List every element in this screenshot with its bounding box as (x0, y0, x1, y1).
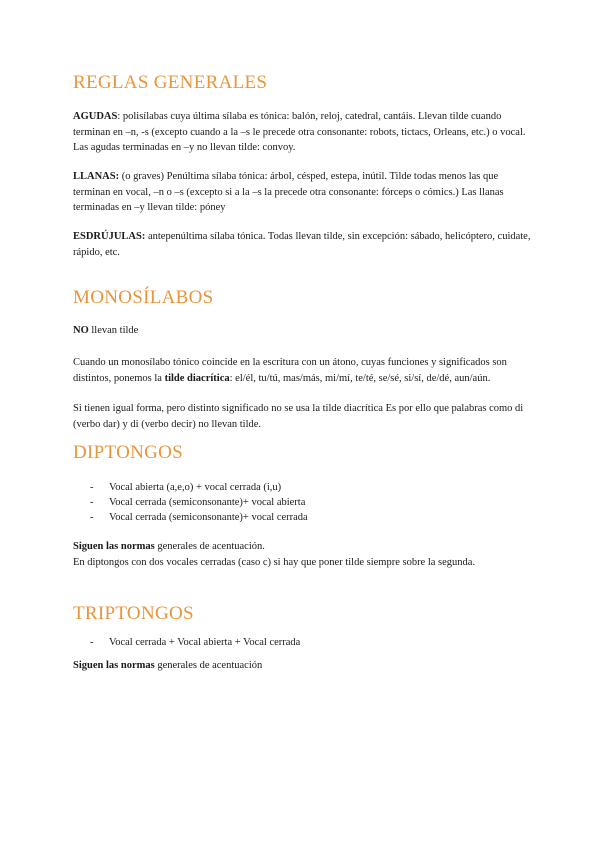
text-normas: generales de acentuación (154, 660, 263, 671)
bullet-dash: - (90, 497, 94, 508)
paragraph-no-llevan-tilde (73, 323, 535, 339)
list-item-text: Vocal abierta (a,e,o) + vocal cerrada (i,u) (109, 482, 282, 493)
paragraph-diptongos-extra: En diptongos con dos vocales cerradas (caso c) si hay que poner tilde siempre sobre la segunda. (73, 557, 476, 568)
term-esdrujulas: ESDRÚJULAS: (73, 231, 146, 242)
heading-reglas-generales: REGLAS GENERALES (73, 72, 268, 93)
bullet-dash: - (90, 482, 94, 493)
text-tilde-a: Cuando un monosílabo tónico coincide en la escritura con un átono, cuyas funciones y significados son distintos, ponemos la (73, 357, 507, 384)
term-llanas: LLANAS: (73, 171, 120, 182)
paragraph-tilde-diacritica (73, 355, 535, 386)
list-item (90, 495, 305, 510)
list-item-text: Vocal cerrada + Vocal abierta + Vocal cerrada (109, 637, 301, 648)
text-no-llevan: llevan tilde (88, 325, 139, 336)
paragraph-diptongos-normas (73, 539, 535, 555)
text-tilde-b: : el/él, tu/tú, mas/más, mi/mí, te/té, se/sé, si/sí, de/dé, aun/aún. (229, 372, 491, 384)
heading-triptongos: TRIPTONGOS (73, 603, 194, 624)
list-item (90, 635, 300, 650)
list-item (90, 480, 281, 495)
term-siguen-normas: Siguen las normas (73, 541, 155, 552)
term-tilde-diacritica: tilde diacrítica (164, 372, 230, 384)
heading-monosilabos: MONOSÍLABOS (73, 287, 214, 308)
term-no: NO (73, 325, 89, 336)
paragraph-agudas (73, 109, 535, 156)
bullet-dash: - (90, 512, 94, 523)
list-item (90, 510, 308, 525)
text-llanas: (o graves) Penúltima sílaba tónica: árbol, césped, estepa, inútil. Tilde todas menos las que terminan en vocal, –n o –s (excepto si a la –s la precede otra consonante: fórceps o cómics.) Las llanas terminadas en –y llevan tilde: póney (73, 171, 504, 213)
term-agudas: AGUDAS (73, 111, 118, 122)
text-normas: generales de acentuación. (154, 541, 265, 552)
term-siguen-normas: Siguen las normas (73, 660, 155, 671)
list-item-text: Vocal cerrada (semiconsonante)+ vocal abierta (109, 497, 306, 508)
text-esdrujulas: antepenúltima sílaba tónica. Todas llevan tilde, sin excepción: sábado, helicóptero, cuidate, rápido, etc. (73, 231, 531, 258)
bullet-dash: - (90, 637, 94, 648)
paragraph-esdrujulas (73, 229, 535, 260)
text-agudas: : polisílabas cuya última sílaba es tónica: balón, reloj, catedral, cantáis. Llevan tilde cuando terminan en –n, -s (excepto cuando a la –s le precede otra consonante: robots, tictacs, Orleans, etc.) o vocal. Las agudas terminadas en –y no llevan tilde: convoy. (73, 111, 526, 153)
list-item-text: Vocal cerrada (semiconsonante)+ vocal cerrada (109, 512, 308, 523)
paragraph-llanas (73, 169, 535, 216)
paragraph-triptongos-normas (73, 658, 535, 674)
heading-diptongos: DIPTONGOS (73, 442, 184, 463)
paragraph-igual-forma: Si tienen igual forma, pero distinto significado no se usa la tilde diacrítica Es por ello que palabras como di (verbo dar) y di (verbo decir) no llevan tilde. (73, 403, 524, 430)
